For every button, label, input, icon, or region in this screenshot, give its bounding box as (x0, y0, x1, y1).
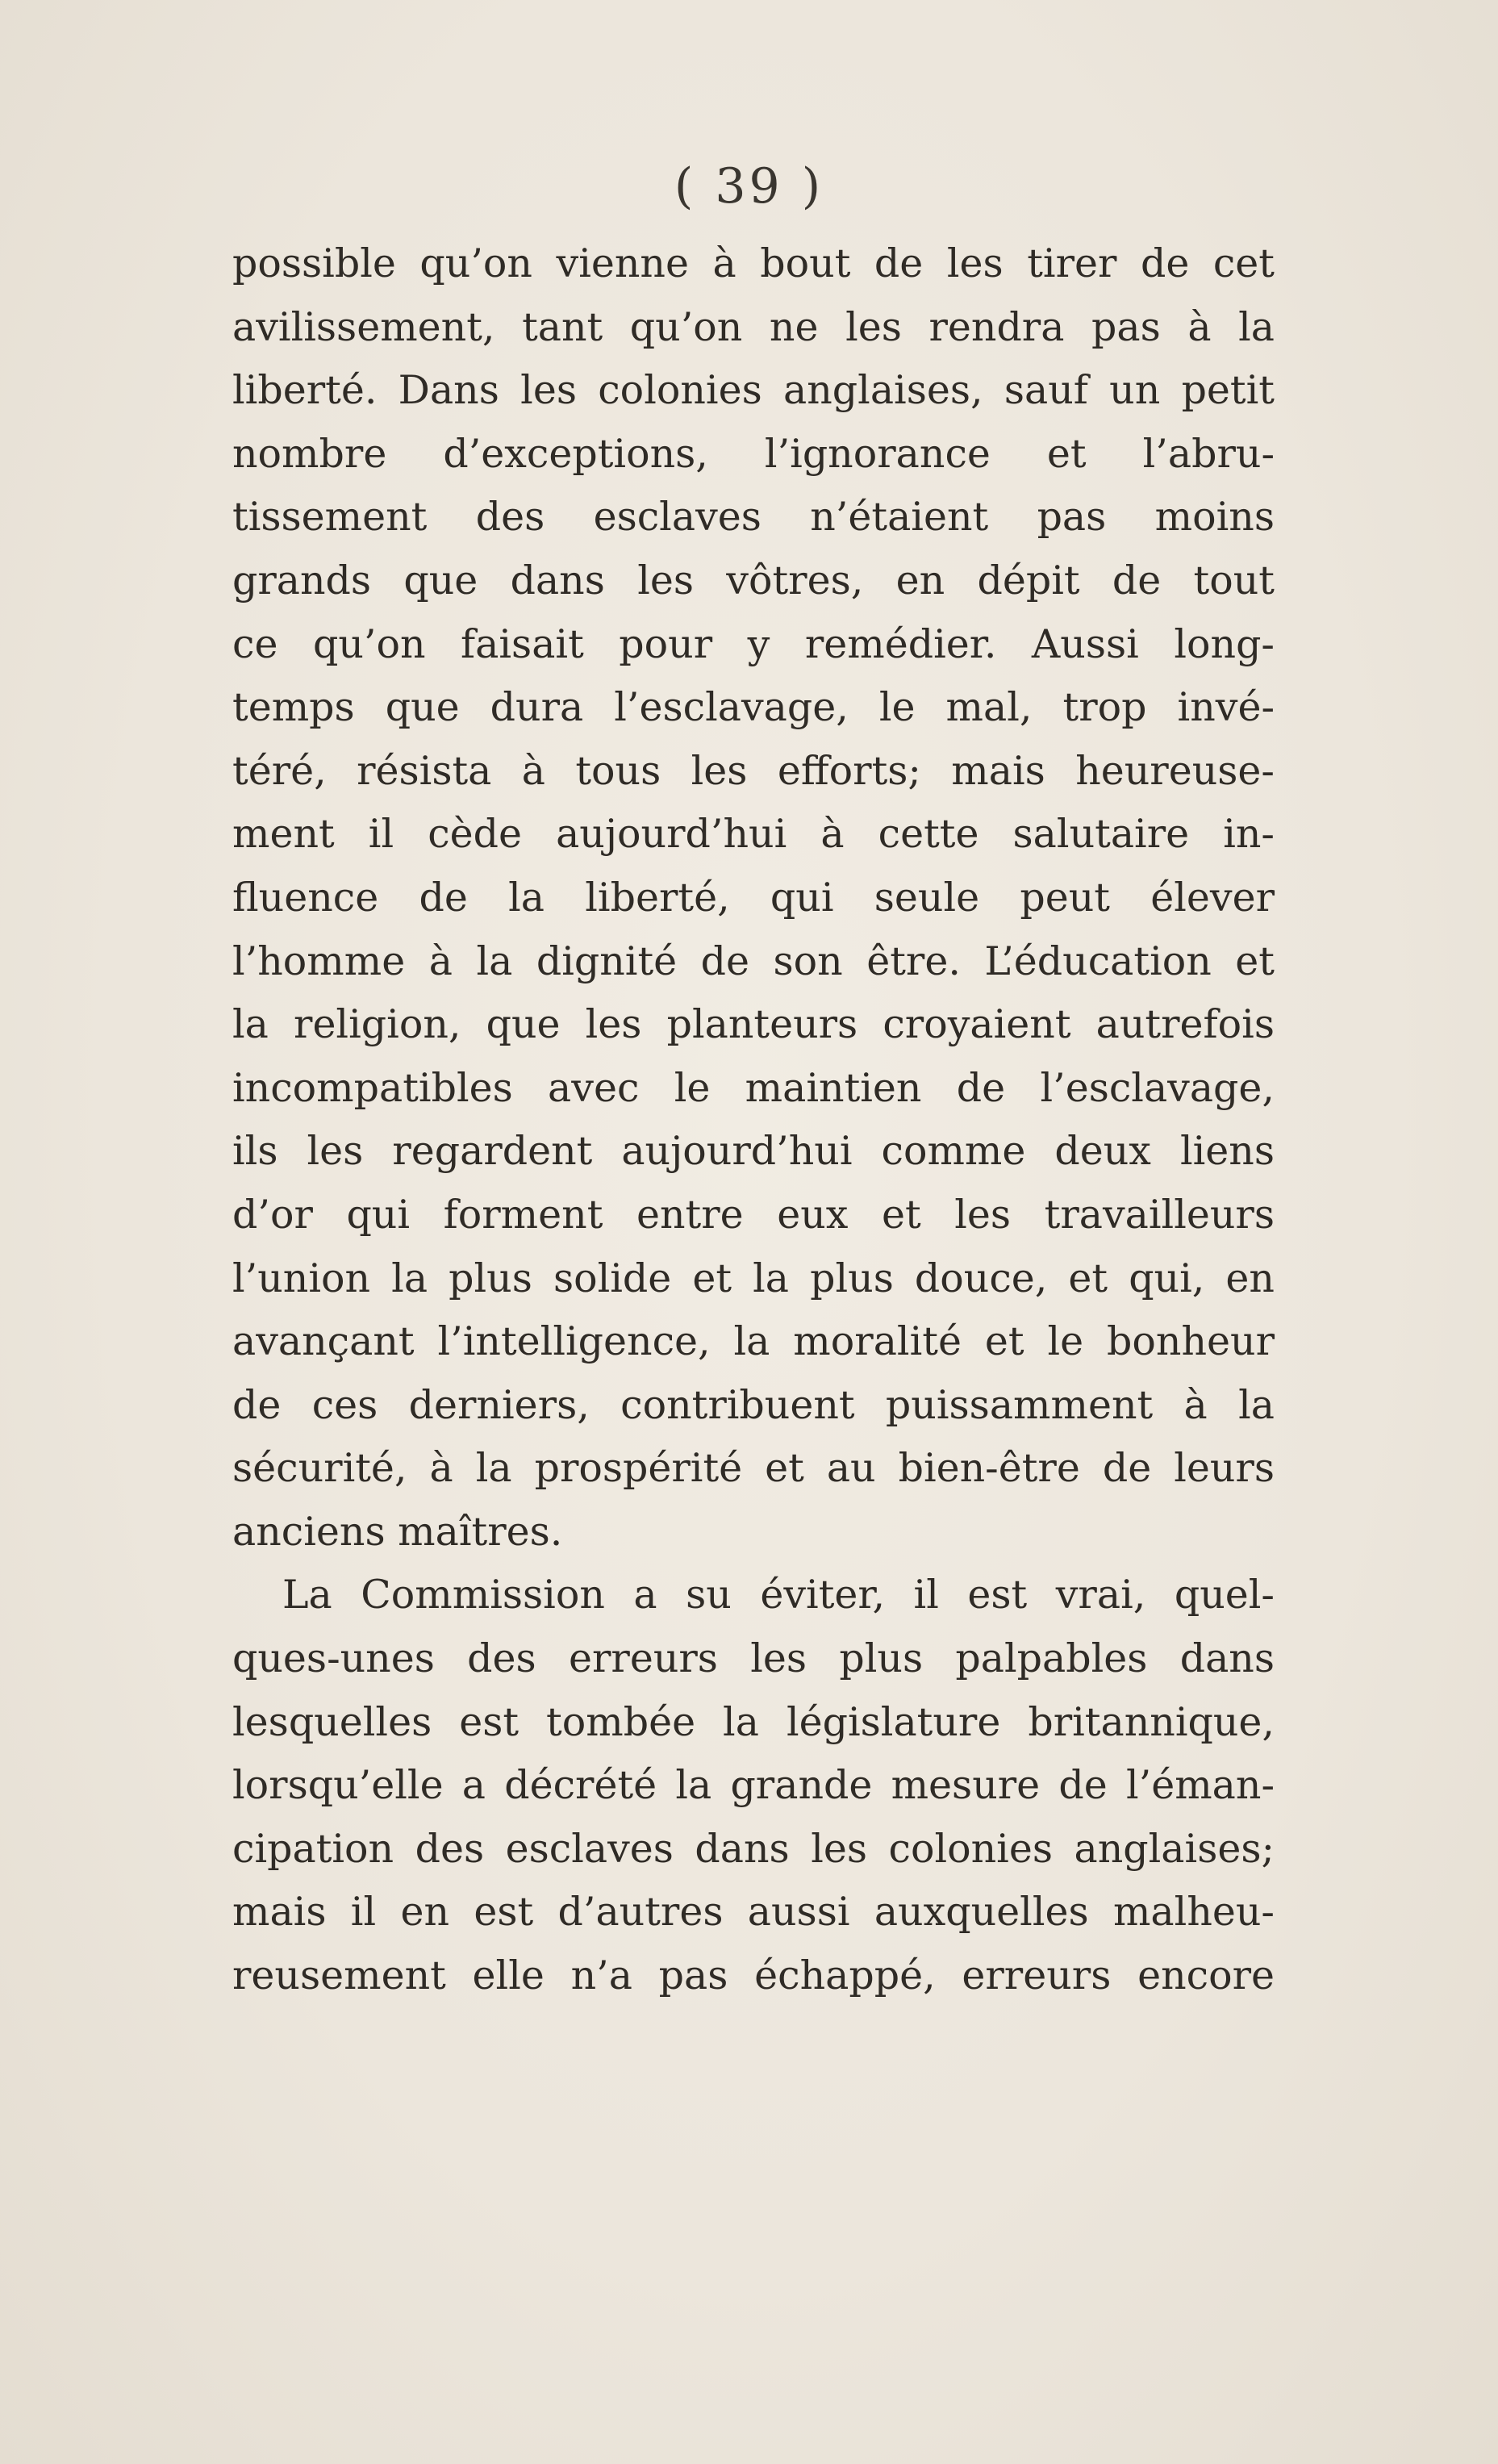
text-line: ment il cède aujourd’hui à cette salutaire in- (232, 811, 1275, 858)
text-line: sécurité, à la prospérité et au bien-être de leurs (232, 1445, 1275, 1492)
text-line: l’homme à la dignité de son être. L’éducation et (232, 938, 1275, 984)
text-line: l’union la plus solide et la plus douce, et qui, en (232, 1255, 1275, 1301)
text-line: fluence de la liberté, qui seule peut élever (232, 874, 1275, 921)
text-line: téré, résista à tous les efforts; mais heureuse- (232, 747, 1275, 794)
text-line: cipation des esclaves dans les colonies anglaises; (232, 1825, 1275, 1872)
text-line: possible qu’on vienne à bout de les tirer de cet (232, 240, 1275, 286)
text-line: reusement elle n’a pas échappé, erreurs encore (232, 1952, 1275, 1999)
text-line: de ces derniers, contribuent puissamment à la (232, 1381, 1275, 1428)
paragraph-1 (232, 232, 1275, 1564)
text-line: lorsqu’elle a décrété la grande mesure de l’éman- (232, 1762, 1275, 1809)
body-text (232, 232, 1275, 2008)
text-line: anciens maîtres. (232, 1508, 563, 1555)
text-line: d’or qui forment entre eux et les travailleurs (232, 1191, 1275, 1238)
text-line: grands que dans les vôtres, en dépit de tout (232, 557, 1275, 603)
text-line: lesquelles est tombée la législature britannique, (232, 1698, 1275, 1745)
text-line: avançant l’intelligence, la moralité et le bonheur (232, 1318, 1275, 1365)
text-line: ils les regardent aujourd’hui comme deux liens (232, 1128, 1275, 1175)
text-line: ce qu’on faisait pour y remédier. Aussi long- (232, 620, 1275, 667)
text-line: La Commission a su éviter, il est vrai, quel- (282, 1572, 1275, 1618)
text-line: la religion, que les planteurs croyaient autrefois (232, 1001, 1275, 1048)
text-line: tissement des esclaves n’étaient pas moins (232, 494, 1275, 541)
text-line: nombre d’exceptions, l’ignorance et l’abru- (232, 430, 1275, 477)
text-line: avilissement, tant qu’on ne les rendra pas à la (232, 303, 1275, 350)
paragraph-2 (232, 1564, 1275, 2007)
text-line: incompatibles avec le maintien de l’esclavage, (232, 1064, 1275, 1111)
text-line: mais il en est d’autres aussi auxquelles malheu- (232, 1889, 1275, 1936)
text-line: temps que dura l’esclavage, le mal, trop invé- (232, 684, 1275, 731)
page-number: ( 39 ) (674, 158, 824, 215)
text-line: ques-unes des erreurs les plus palpables dans (232, 1635, 1275, 1682)
text-line: liberté. Dans les colonies anglaises, sauf un petit (232, 367, 1275, 414)
